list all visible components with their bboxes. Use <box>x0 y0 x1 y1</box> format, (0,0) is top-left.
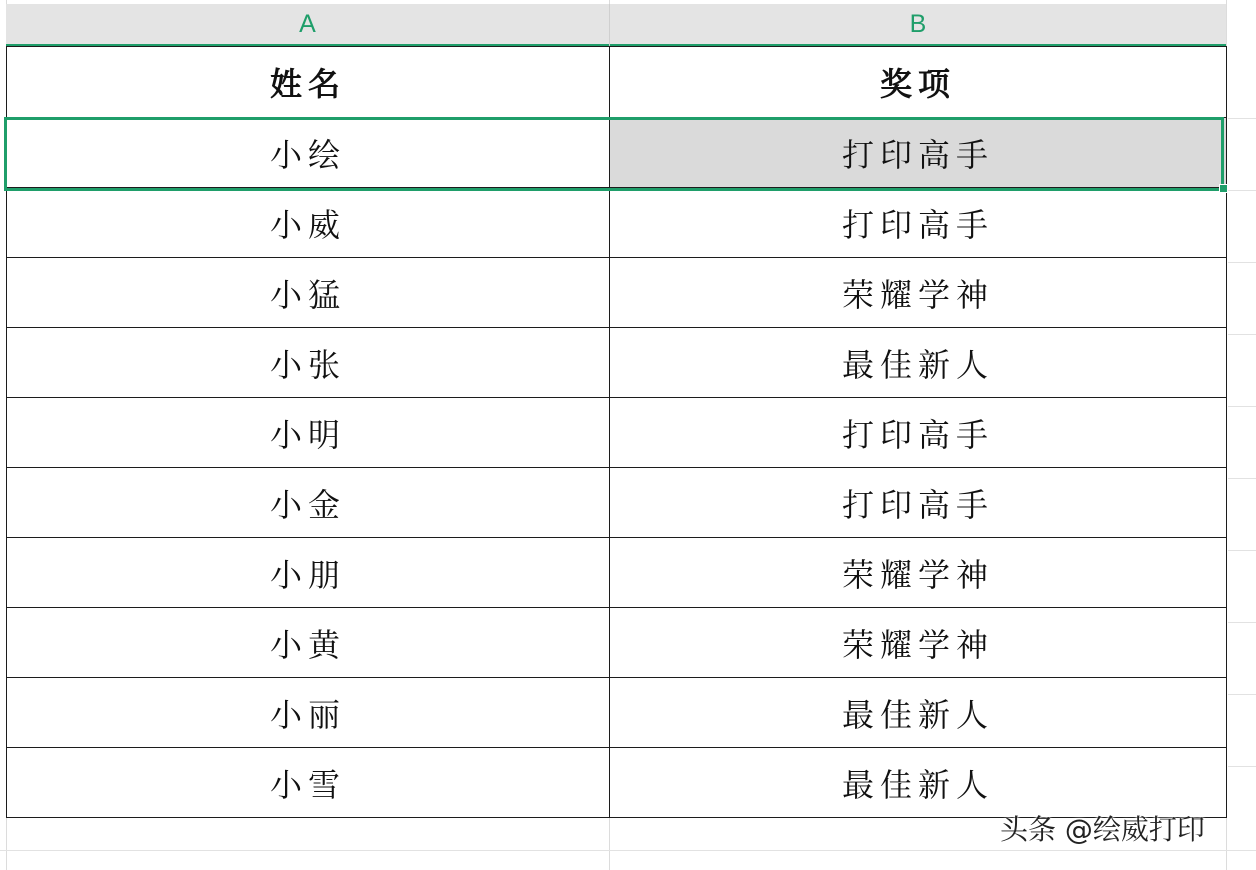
grid-line <box>1228 118 1256 119</box>
name-cell[interactable]: 小黄 <box>7 608 610 678</box>
award-cell[interactable]: 最佳新人 <box>610 748 1227 818</box>
table-row <box>7 538 1227 608</box>
name-cell[interactable]: 小雪 <box>7 748 610 818</box>
grid-line <box>1228 262 1256 263</box>
table-row <box>7 678 1227 748</box>
award-cell[interactable]: 打印高手 <box>610 118 1227 188</box>
grid-line <box>1228 406 1256 407</box>
award-cell[interactable]: 最佳新人 <box>610 678 1227 748</box>
name-cell[interactable]: 小威 <box>7 188 610 258</box>
data-table <box>6 46 1227 818</box>
grid-line <box>1228 550 1256 551</box>
award-cell[interactable]: 荣耀学神 <box>610 258 1227 328</box>
column-header-label: B <box>909 9 927 38</box>
table-row <box>7 258 1227 328</box>
table-row <box>7 328 1227 398</box>
award-cell[interactable]: 打印高手 <box>610 398 1227 468</box>
grid-line <box>0 850 1256 851</box>
header-cell-name[interactable]: 姓名 <box>7 47 610 118</box>
column-separator[interactable] <box>609 4 610 46</box>
award-cell[interactable]: 荣耀学神 <box>610 608 1227 678</box>
name-cell[interactable]: 小猛 <box>7 258 610 328</box>
grid-line <box>1228 190 1256 191</box>
table-row <box>7 398 1227 468</box>
table-row <box>7 118 1227 188</box>
fill-handle[interactable] <box>1219 184 1228 193</box>
grid-line <box>1228 694 1256 695</box>
name-cell[interactable]: 小丽 <box>7 678 610 748</box>
header-row <box>7 47 1227 118</box>
name-cell[interactable]: 小绘 <box>7 118 610 188</box>
table-row <box>7 468 1227 538</box>
grid-line <box>1228 334 1256 335</box>
watermark-text: 头条 @绘威打印 <box>1000 813 1205 846</box>
header-cell-award[interactable]: 奖项 <box>610 47 1227 118</box>
column-header-a[interactable] <box>6 4 609 46</box>
award-cell[interactable]: 打印高手 <box>610 188 1227 258</box>
grid-line <box>1228 622 1256 623</box>
name-cell[interactable]: 小金 <box>7 468 610 538</box>
grid-line <box>1228 478 1256 479</box>
name-cell[interactable]: 小张 <box>7 328 610 398</box>
column-header-b[interactable] <box>610 4 1226 46</box>
award-cell[interactable]: 打印高手 <box>610 468 1227 538</box>
column-header-label: A <box>299 9 316 38</box>
award-cell[interactable]: 最佳新人 <box>610 328 1227 398</box>
grid-line <box>1228 766 1256 767</box>
table-row <box>7 188 1227 258</box>
name-cell[interactable]: 小朋 <box>7 538 610 608</box>
name-cell[interactable]: 小明 <box>7 398 610 468</box>
table-row <box>7 608 1227 678</box>
award-cell[interactable]: 荣耀学神 <box>610 538 1227 608</box>
table-row <box>7 748 1227 818</box>
